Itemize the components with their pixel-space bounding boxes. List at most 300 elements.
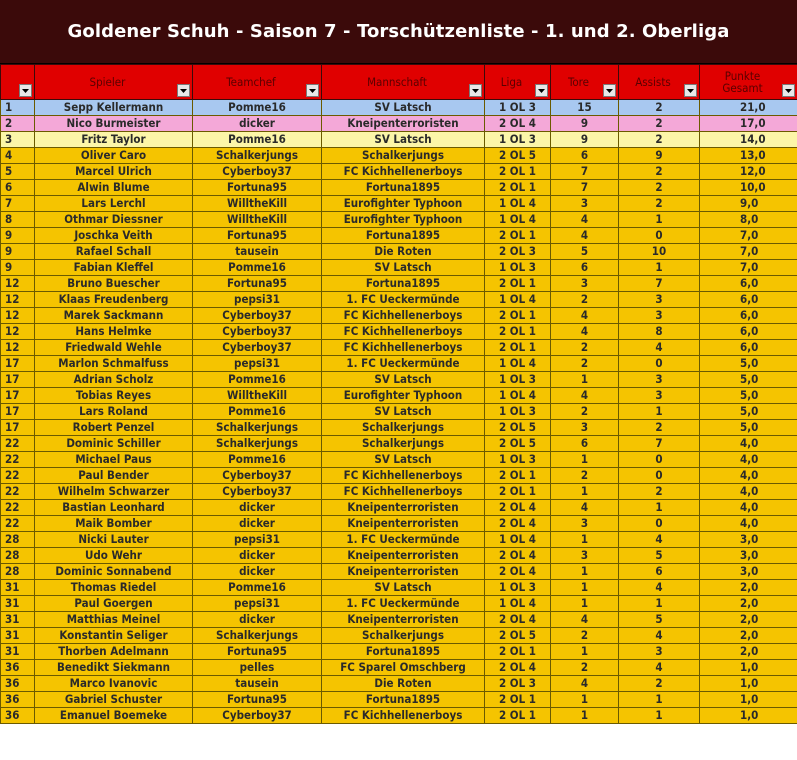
cell-goals[interactable]: 1 bbox=[551, 644, 619, 660]
cell-player[interactable]: Bruno Buescher bbox=[35, 276, 193, 292]
cell-rank[interactable]: 12 bbox=[1, 340, 35, 356]
cell-points[interactable]: 13,0 bbox=[700, 148, 797, 164]
cell-assists[interactable]: 4 bbox=[619, 340, 700, 356]
cell-team[interactable]: Fortuna1895 bbox=[322, 276, 485, 292]
cell-assists[interactable]: 0 bbox=[619, 228, 700, 244]
cell-rank[interactable]: 22 bbox=[1, 468, 35, 484]
cell-assists[interactable]: 5 bbox=[619, 548, 700, 564]
cell-rank[interactable]: 1 bbox=[1, 100, 35, 116]
table-row[interactable] bbox=[1, 516, 797, 532]
cell-goals[interactable]: 1 bbox=[551, 596, 619, 612]
cell-team[interactable]: Eurofighter Typhoon bbox=[322, 196, 485, 212]
cell-team[interactable]: Kneipenterroristen bbox=[322, 548, 485, 564]
filter-dropdown-teamchef[interactable] bbox=[306, 84, 319, 97]
cell-rank[interactable]: 12 bbox=[1, 276, 35, 292]
cell-player[interactable]: Marcel Ulrich bbox=[35, 164, 193, 180]
cell-league[interactable]: 1 OL 4 bbox=[485, 596, 551, 612]
cell-points[interactable]: 6,0 bbox=[700, 324, 797, 340]
cell-goals[interactable]: 6 bbox=[551, 436, 619, 452]
cell-goals[interactable]: 1 bbox=[551, 708, 619, 724]
cell-rank[interactable]: 22 bbox=[1, 452, 35, 468]
cell-assists[interactable]: 3 bbox=[619, 644, 700, 660]
cell-league[interactable]: 2 OL 1 bbox=[485, 340, 551, 356]
cell-assists[interactable]: 4 bbox=[619, 532, 700, 548]
table-row[interactable] bbox=[1, 212, 797, 228]
cell-goals[interactable]: 4 bbox=[551, 324, 619, 340]
table-row[interactable] bbox=[1, 644, 797, 660]
cell-teamchef[interactable]: dicker bbox=[193, 564, 322, 580]
cell-player[interactable]: Marek Sackmann bbox=[35, 308, 193, 324]
cell-teamchef[interactable]: dicker bbox=[193, 500, 322, 516]
cell-league[interactable]: 2 OL 4 bbox=[485, 612, 551, 628]
cell-teamchef[interactable]: dicker bbox=[193, 548, 322, 564]
cell-points[interactable]: 21,0 bbox=[700, 100, 797, 116]
cell-rank[interactable]: 31 bbox=[1, 644, 35, 660]
cell-rank[interactable]: 2 bbox=[1, 116, 35, 132]
cell-assists[interactable]: 1 bbox=[619, 708, 700, 724]
cell-points[interactable]: 8,0 bbox=[700, 212, 797, 228]
cell-goals[interactable]: 6 bbox=[551, 260, 619, 276]
cell-assists[interactable]: 9 bbox=[619, 148, 700, 164]
cell-teamchef[interactable]: Cyberboy37 bbox=[193, 308, 322, 324]
table-row[interactable] bbox=[1, 420, 797, 436]
table-row[interactable] bbox=[1, 612, 797, 628]
cell-player[interactable]: Oliver Caro bbox=[35, 148, 193, 164]
cell-goals[interactable]: 1 bbox=[551, 580, 619, 596]
table-row[interactable] bbox=[1, 260, 797, 276]
table-row[interactable] bbox=[1, 100, 797, 116]
cell-assists[interactable]: 2 bbox=[619, 132, 700, 148]
cell-teamchef[interactable]: pepsi31 bbox=[193, 292, 322, 308]
cell-rank[interactable]: 12 bbox=[1, 292, 35, 308]
cell-assists[interactable]: 4 bbox=[619, 580, 700, 596]
cell-points[interactable]: 2,0 bbox=[700, 628, 797, 644]
table-row[interactable] bbox=[1, 436, 797, 452]
cell-team[interactable]: 1. FC Ueckermünde bbox=[322, 532, 485, 548]
cell-league[interactable]: 1 OL 3 bbox=[485, 372, 551, 388]
cell-player[interactable]: Othmar Diessner bbox=[35, 212, 193, 228]
cell-team[interactable]: Kneipenterroristen bbox=[322, 500, 485, 516]
cell-player[interactable]: Alwin Blume bbox=[35, 180, 193, 196]
table-row[interactable] bbox=[1, 196, 797, 212]
cell-player[interactable]: Dominic Sonnabend bbox=[35, 564, 193, 580]
cell-goals[interactable]: 4 bbox=[551, 308, 619, 324]
cell-player[interactable]: Sepp Kellermann bbox=[35, 100, 193, 116]
cell-points[interactable]: 5,0 bbox=[700, 404, 797, 420]
cell-points[interactable]: 14,0 bbox=[700, 132, 797, 148]
cell-points[interactable]: 12,0 bbox=[700, 164, 797, 180]
table-row[interactable] bbox=[1, 356, 797, 372]
filter-dropdown-rank[interactable] bbox=[19, 84, 32, 97]
cell-teamchef[interactable]: pepsi31 bbox=[193, 356, 322, 372]
cell-assists[interactable]: 1 bbox=[619, 596, 700, 612]
cell-teamchef[interactable]: Schalkerjungs bbox=[193, 628, 322, 644]
cell-rank[interactable]: 8 bbox=[1, 212, 35, 228]
cell-league[interactable]: 2 OL 1 bbox=[485, 180, 551, 196]
cell-player[interactable]: Paul Bender bbox=[35, 468, 193, 484]
cell-assists[interactable]: 0 bbox=[619, 452, 700, 468]
cell-points[interactable]: 5,0 bbox=[700, 420, 797, 436]
cell-rank[interactable]: 36 bbox=[1, 708, 35, 724]
cell-goals[interactable]: 2 bbox=[551, 340, 619, 356]
cell-teamchef[interactable]: Fortuna95 bbox=[193, 644, 322, 660]
cell-player[interactable]: Paul Goergen bbox=[35, 596, 193, 612]
cell-points[interactable]: 17,0 bbox=[700, 116, 797, 132]
table-row[interactable] bbox=[1, 180, 797, 196]
cell-league[interactable]: 2 OL 1 bbox=[485, 484, 551, 500]
cell-team[interactable]: Fortuna1895 bbox=[322, 692, 485, 708]
cell-player[interactable]: Rafael Schall bbox=[35, 244, 193, 260]
cell-player[interactable]: Bastian Leonhard bbox=[35, 500, 193, 516]
cell-teamchef[interactable]: Fortuna95 bbox=[193, 692, 322, 708]
cell-teamchef[interactable]: WilltheKill bbox=[193, 212, 322, 228]
cell-rank[interactable]: 22 bbox=[1, 484, 35, 500]
cell-assists[interactable]: 1 bbox=[619, 404, 700, 420]
cell-assists[interactable]: 2 bbox=[619, 180, 700, 196]
cell-league[interactable]: 1 OL 3 bbox=[485, 452, 551, 468]
cell-teamchef[interactable]: Cyberboy37 bbox=[193, 340, 322, 356]
cell-assists[interactable]: 4 bbox=[619, 628, 700, 644]
cell-teamchef[interactable]: pepsi31 bbox=[193, 596, 322, 612]
cell-rank[interactable]: 36 bbox=[1, 660, 35, 676]
table-row[interactable] bbox=[1, 548, 797, 564]
cell-player[interactable]: Thorben Adelmann bbox=[35, 644, 193, 660]
cell-teamchef[interactable]: WilltheKill bbox=[193, 388, 322, 404]
table-row[interactable] bbox=[1, 388, 797, 404]
cell-player[interactable]: Nicki Lauter bbox=[35, 532, 193, 548]
cell-points[interactable]: 4,0 bbox=[700, 452, 797, 468]
cell-rank[interactable]: 28 bbox=[1, 548, 35, 564]
cell-assists[interactable]: 3 bbox=[619, 372, 700, 388]
cell-assists[interactable]: 1 bbox=[619, 500, 700, 516]
cell-player[interactable]: Nico Burmeister bbox=[35, 116, 193, 132]
table-row[interactable] bbox=[1, 452, 797, 468]
cell-assists[interactable]: 1 bbox=[619, 692, 700, 708]
cell-assists[interactable]: 4 bbox=[619, 660, 700, 676]
cell-rank[interactable]: 17 bbox=[1, 388, 35, 404]
table-row[interactable] bbox=[1, 660, 797, 676]
cell-league[interactable]: 2 OL 1 bbox=[485, 644, 551, 660]
cell-rank[interactable]: 17 bbox=[1, 420, 35, 436]
cell-points[interactable]: 3,0 bbox=[700, 564, 797, 580]
cell-player[interactable]: Gabriel Schuster bbox=[35, 692, 193, 708]
cell-team[interactable]: FC Sparel Omschberg bbox=[322, 660, 485, 676]
cell-assists[interactable]: 8 bbox=[619, 324, 700, 340]
cell-points[interactable]: 1,0 bbox=[700, 692, 797, 708]
table-row[interactable] bbox=[1, 148, 797, 164]
cell-player[interactable]: Adrian Scholz bbox=[35, 372, 193, 388]
cell-goals[interactable]: 3 bbox=[551, 516, 619, 532]
cell-league[interactable]: 2 OL 5 bbox=[485, 148, 551, 164]
cell-league[interactable]: 2 OL 1 bbox=[485, 324, 551, 340]
cell-league[interactable]: 1 OL 4 bbox=[485, 356, 551, 372]
cell-teamchef[interactable]: pepsi31 bbox=[193, 532, 322, 548]
cell-assists[interactable]: 7 bbox=[619, 436, 700, 452]
cell-player[interactable]: Benedikt Siekmann bbox=[35, 660, 193, 676]
cell-teamchef[interactable]: Pomme16 bbox=[193, 100, 322, 116]
cell-league[interactable]: 2 OL 1 bbox=[485, 308, 551, 324]
cell-rank[interactable]: 5 bbox=[1, 164, 35, 180]
cell-team[interactable]: Fortuna1895 bbox=[322, 644, 485, 660]
cell-goals[interactable]: 2 bbox=[551, 356, 619, 372]
cell-goals[interactable]: 1 bbox=[551, 372, 619, 388]
cell-points[interactable]: 1,0 bbox=[700, 676, 797, 692]
cell-player[interactable]: Robert Penzel bbox=[35, 420, 193, 436]
cell-assists[interactable]: 1 bbox=[619, 260, 700, 276]
cell-player[interactable]: Michael Paus bbox=[35, 452, 193, 468]
cell-goals[interactable]: 4 bbox=[551, 212, 619, 228]
cell-points[interactable]: 6,0 bbox=[700, 292, 797, 308]
table-row[interactable] bbox=[1, 580, 797, 596]
cell-teamchef[interactable]: tausein bbox=[193, 676, 322, 692]
table-row[interactable] bbox=[1, 276, 797, 292]
cell-goals[interactable]: 5 bbox=[551, 244, 619, 260]
cell-rank[interactable]: 22 bbox=[1, 500, 35, 516]
cell-team[interactable]: Schalkerjungs bbox=[322, 148, 485, 164]
cell-team[interactable]: Die Roten bbox=[322, 244, 485, 260]
cell-points[interactable]: 7,0 bbox=[700, 260, 797, 276]
cell-league[interactable]: 1 OL 3 bbox=[485, 132, 551, 148]
cell-assists[interactable]: 2 bbox=[619, 116, 700, 132]
cell-goals[interactable]: 2 bbox=[551, 404, 619, 420]
cell-rank[interactable]: 28 bbox=[1, 564, 35, 580]
cell-teamchef[interactable]: Schalkerjungs bbox=[193, 148, 322, 164]
filter-dropdown-league[interactable] bbox=[535, 84, 548, 97]
table-row[interactable] bbox=[1, 676, 797, 692]
cell-player[interactable]: Dominic Schiller bbox=[35, 436, 193, 452]
filter-dropdown-points[interactable] bbox=[782, 84, 795, 97]
cell-points[interactable]: 4,0 bbox=[700, 468, 797, 484]
cell-player[interactable]: Maik Bomber bbox=[35, 516, 193, 532]
cell-points[interactable]: 4,0 bbox=[700, 436, 797, 452]
cell-player[interactable]: Joschka Veith bbox=[35, 228, 193, 244]
cell-goals[interactable]: 3 bbox=[551, 276, 619, 292]
cell-team[interactable]: Fortuna1895 bbox=[322, 228, 485, 244]
cell-league[interactable]: 2 OL 4 bbox=[485, 500, 551, 516]
cell-rank[interactable]: 6 bbox=[1, 180, 35, 196]
table-row[interactable] bbox=[1, 468, 797, 484]
cell-assists[interactable]: 0 bbox=[619, 468, 700, 484]
cell-team[interactable]: Kneipenterroristen bbox=[322, 564, 485, 580]
cell-teamchef[interactable]: Cyberboy37 bbox=[193, 484, 322, 500]
cell-player[interactable]: Lars Lerchl bbox=[35, 196, 193, 212]
cell-points[interactable]: 7,0 bbox=[700, 228, 797, 244]
cell-points[interactable]: 2,0 bbox=[700, 644, 797, 660]
cell-points[interactable]: 9,0 bbox=[700, 196, 797, 212]
cell-rank[interactable]: 31 bbox=[1, 612, 35, 628]
cell-points[interactable]: 5,0 bbox=[700, 388, 797, 404]
cell-rank[interactable]: 36 bbox=[1, 676, 35, 692]
cell-goals[interactable]: 2 bbox=[551, 468, 619, 484]
cell-team[interactable]: Fortuna1895 bbox=[322, 180, 485, 196]
filter-dropdown-assists[interactable] bbox=[684, 84, 697, 97]
table-row[interactable] bbox=[1, 244, 797, 260]
cell-league[interactable]: 2 OL 5 bbox=[485, 628, 551, 644]
cell-points[interactable]: 6,0 bbox=[700, 340, 797, 356]
table-row[interactable] bbox=[1, 708, 797, 724]
table-row[interactable] bbox=[1, 500, 797, 516]
cell-league[interactable]: 2 OL 4 bbox=[485, 660, 551, 676]
cell-player[interactable]: Tobias Reyes bbox=[35, 388, 193, 404]
cell-assists[interactable]: 7 bbox=[619, 276, 700, 292]
cell-teamchef[interactable]: Cyberboy37 bbox=[193, 324, 322, 340]
cell-goals[interactable]: 4 bbox=[551, 500, 619, 516]
cell-goals[interactable]: 4 bbox=[551, 676, 619, 692]
cell-league[interactable]: 2 OL 1 bbox=[485, 708, 551, 724]
cell-team[interactable]: 1. FC Ueckermünde bbox=[322, 596, 485, 612]
cell-goals[interactable]: 3 bbox=[551, 548, 619, 564]
cell-player[interactable]: Fabian Kleffel bbox=[35, 260, 193, 276]
cell-assists[interactable]: 2 bbox=[619, 420, 700, 436]
cell-teamchef[interactable]: Pomme16 bbox=[193, 580, 322, 596]
cell-league[interactable]: 1 OL 4 bbox=[485, 532, 551, 548]
cell-assists[interactable]: 3 bbox=[619, 388, 700, 404]
cell-points[interactable]: 10,0 bbox=[700, 180, 797, 196]
cell-rank[interactable]: 4 bbox=[1, 148, 35, 164]
filter-dropdown-goals[interactable] bbox=[603, 84, 616, 97]
cell-teamchef[interactable]: Schalkerjungs bbox=[193, 436, 322, 452]
cell-player[interactable]: Marlon Schmalfuss bbox=[35, 356, 193, 372]
cell-goals[interactable]: 6 bbox=[551, 148, 619, 164]
cell-team[interactable]: SV Latsch bbox=[322, 580, 485, 596]
cell-rank[interactable]: 9 bbox=[1, 260, 35, 276]
cell-goals[interactable]: 15 bbox=[551, 100, 619, 116]
table-row[interactable] bbox=[1, 596, 797, 612]
table-row[interactable] bbox=[1, 372, 797, 388]
cell-team[interactable]: SV Latsch bbox=[322, 132, 485, 148]
cell-league[interactable]: 1 OL 4 bbox=[485, 196, 551, 212]
cell-goals[interactable]: 7 bbox=[551, 164, 619, 180]
cell-assists[interactable]: 2 bbox=[619, 484, 700, 500]
cell-goals[interactable]: 4 bbox=[551, 388, 619, 404]
cell-team[interactable]: SV Latsch bbox=[322, 404, 485, 420]
cell-teamchef[interactable]: dicker bbox=[193, 116, 322, 132]
cell-rank[interactable]: 3 bbox=[1, 132, 35, 148]
cell-assists[interactable]: 5 bbox=[619, 612, 700, 628]
cell-rank[interactable]: 17 bbox=[1, 356, 35, 372]
filter-dropdown-player[interactable] bbox=[177, 84, 190, 97]
cell-team[interactable]: Kneipenterroristen bbox=[322, 116, 485, 132]
cell-league[interactable]: 2 OL 1 bbox=[485, 164, 551, 180]
cell-player[interactable]: Wilhelm Schwarzer bbox=[35, 484, 193, 500]
cell-goals[interactable]: 3 bbox=[551, 420, 619, 436]
cell-points[interactable]: 2,0 bbox=[700, 612, 797, 628]
cell-rank[interactable]: 9 bbox=[1, 228, 35, 244]
cell-league[interactable]: 2 OL 1 bbox=[485, 692, 551, 708]
cell-team[interactable]: FC Kichhellenerboys bbox=[322, 324, 485, 340]
cell-rank[interactable]: 12 bbox=[1, 324, 35, 340]
cell-league[interactable]: 2 OL 4 bbox=[485, 564, 551, 580]
table-row[interactable] bbox=[1, 116, 797, 132]
table-row[interactable] bbox=[1, 308, 797, 324]
cell-assists[interactable]: 3 bbox=[619, 308, 700, 324]
cell-team[interactable]: 1. FC Ueckermünde bbox=[322, 356, 485, 372]
cell-team[interactable]: Kneipenterroristen bbox=[322, 612, 485, 628]
cell-teamchef[interactable]: Pomme16 bbox=[193, 452, 322, 468]
cell-rank[interactable]: 12 bbox=[1, 308, 35, 324]
cell-goals[interactable]: 9 bbox=[551, 116, 619, 132]
cell-player[interactable]: Friedwald Wehle bbox=[35, 340, 193, 356]
cell-team[interactable]: Die Roten bbox=[322, 676, 485, 692]
cell-player[interactable]: Marco Ivanovic bbox=[35, 676, 193, 692]
cell-league[interactable]: 1 OL 4 bbox=[485, 212, 551, 228]
cell-player[interactable]: Matthias Meinel bbox=[35, 612, 193, 628]
cell-teamchef[interactable]: Fortuna95 bbox=[193, 180, 322, 196]
table-row[interactable] bbox=[1, 692, 797, 708]
cell-teamchef[interactable]: WilltheKill bbox=[193, 196, 322, 212]
cell-goals[interactable]: 7 bbox=[551, 180, 619, 196]
cell-team[interactable]: FC Kichhellenerboys bbox=[322, 308, 485, 324]
cell-player[interactable]: Fritz Taylor bbox=[35, 132, 193, 148]
cell-team[interactable]: FC Kichhellenerboys bbox=[322, 340, 485, 356]
cell-goals[interactable]: 4 bbox=[551, 228, 619, 244]
cell-team[interactable]: 1. FC Ueckermünde bbox=[322, 292, 485, 308]
cell-league[interactable]: 2 OL 1 bbox=[485, 468, 551, 484]
cell-points[interactable]: 2,0 bbox=[700, 596, 797, 612]
cell-league[interactable]: 2 OL 4 bbox=[485, 116, 551, 132]
cell-rank[interactable]: 31 bbox=[1, 628, 35, 644]
cell-teamchef[interactable]: dicker bbox=[193, 516, 322, 532]
filter-dropdown-team[interactable] bbox=[469, 84, 482, 97]
cell-rank[interactable]: 22 bbox=[1, 436, 35, 452]
cell-goals[interactable]: 3 bbox=[551, 196, 619, 212]
cell-goals[interactable]: 4 bbox=[551, 612, 619, 628]
cell-rank[interactable]: 31 bbox=[1, 580, 35, 596]
cell-assists[interactable]: 2 bbox=[619, 100, 700, 116]
cell-teamchef[interactable]: Pomme16 bbox=[193, 260, 322, 276]
table-row[interactable] bbox=[1, 628, 797, 644]
cell-goals[interactable]: 2 bbox=[551, 628, 619, 644]
cell-goals[interactable]: 9 bbox=[551, 132, 619, 148]
cell-teamchef[interactable]: Cyberboy37 bbox=[193, 164, 322, 180]
cell-points[interactable]: 4,0 bbox=[700, 484, 797, 500]
cell-rank[interactable]: 17 bbox=[1, 404, 35, 420]
cell-rank[interactable]: 28 bbox=[1, 532, 35, 548]
cell-points[interactable]: 1,0 bbox=[700, 660, 797, 676]
cell-player[interactable]: Klaas Freudenberg bbox=[35, 292, 193, 308]
cell-goals[interactable]: 1 bbox=[551, 692, 619, 708]
cell-assists[interactable]: 2 bbox=[619, 164, 700, 180]
cell-teamchef[interactable]: dicker bbox=[193, 612, 322, 628]
cell-league[interactable]: 1 OL 3 bbox=[485, 260, 551, 276]
cell-assists[interactable]: 10 bbox=[619, 244, 700, 260]
cell-league[interactable]: 1 OL 3 bbox=[485, 100, 551, 116]
cell-team[interactable]: FC Kichhellenerboys bbox=[322, 468, 485, 484]
table-row[interactable] bbox=[1, 532, 797, 548]
cell-rank[interactable]: 7 bbox=[1, 196, 35, 212]
cell-assists[interactable]: 2 bbox=[619, 676, 700, 692]
table-row[interactable] bbox=[1, 340, 797, 356]
table-row[interactable] bbox=[1, 484, 797, 500]
cell-points[interactable]: 7,0 bbox=[700, 244, 797, 260]
cell-teamchef[interactable]: pelles bbox=[193, 660, 322, 676]
cell-league[interactable]: 1 OL 3 bbox=[485, 580, 551, 596]
cell-goals[interactable]: 2 bbox=[551, 292, 619, 308]
table-row[interactable] bbox=[1, 164, 797, 180]
cell-teamchef[interactable]: Fortuna95 bbox=[193, 228, 322, 244]
cell-teamchef[interactable]: Pomme16 bbox=[193, 372, 322, 388]
table-row[interactable] bbox=[1, 292, 797, 308]
cell-team[interactable]: FC Kichhellenerboys bbox=[322, 484, 485, 500]
cell-points[interactable]: 4,0 bbox=[700, 516, 797, 532]
table-row[interactable] bbox=[1, 564, 797, 580]
cell-team[interactable]: Schalkerjungs bbox=[322, 628, 485, 644]
cell-teamchef[interactable]: Pomme16 bbox=[193, 404, 322, 420]
cell-team[interactable]: Eurofighter Typhoon bbox=[322, 388, 485, 404]
cell-points[interactable]: 3,0 bbox=[700, 532, 797, 548]
cell-assists[interactable]: 0 bbox=[619, 516, 700, 532]
cell-player[interactable]: Thomas Riedel bbox=[35, 580, 193, 596]
